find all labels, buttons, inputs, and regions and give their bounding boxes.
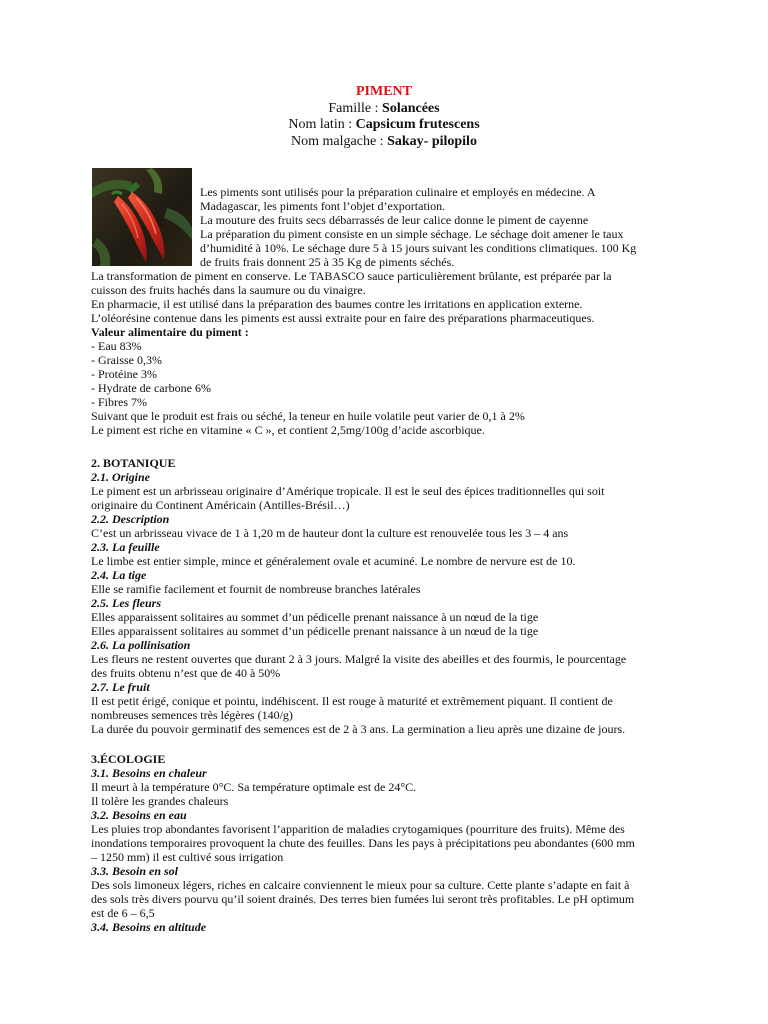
subsection-title: 3.4. Besoins en altitude — [91, 920, 207, 934]
subsection-title: 3.1. Besoins en chaleur — [91, 766, 207, 780]
main-body-text — [91, 269, 691, 437]
text-line: Elles apparaissent solitaires au sommet d’un pédicelle prenant naissance à un nœud de la tige — [91, 624, 539, 638]
valeur-item: - Eau 83% — [91, 339, 142, 353]
subsection-title: 3.3. Besoin en sol — [91, 864, 179, 878]
text-line: L’oléorésine contenue dans les piments est aussi extraite pour en faire des préparations pharmaceutiques. — [91, 311, 595, 325]
page-title: PIMENT — [356, 84, 412, 99]
valeur-heading: Valeur alimentaire du piment : — [91, 325, 249, 339]
subsection-title: 2.7. Le fruit — [91, 680, 150, 694]
text-line: Elles apparaissent solitaires au sommet d’un pédicelle prenant naissance à un nœud de la tige — [91, 610, 539, 624]
text-line: Le limbe est entier simple, mince et généralement ovale et acuminé. Le nombre de nervure est de 10. — [91, 554, 576, 568]
text-line: En pharmacie, il est utilisé dans la préparation des baumes contre les irritations en application externe. — [91, 297, 583, 311]
text-line: C’est un arbrisseau vivace de 1 à 1,20 m de hauteur dont la culture est renouvelée tous les 3 – 4 ans — [91, 526, 569, 540]
text-line: Les fleurs ne restent ouvertes que durant 2 à 3 jours. Malgré la visite des abeilles et des fourmis, le pourcentage — [91, 652, 627, 666]
subsection-title: 2.4. La tige — [91, 568, 147, 582]
latin-name-line: Nom latin : Capsicum frutescens — [288, 117, 480, 132]
botanique-section — [91, 456, 691, 736]
subsection-title: 2.1. Origine — [91, 470, 151, 484]
valeur-item: - Hydrate de carbone 6% — [91, 381, 211, 395]
text-line: d’humidité à 10%. Le séchage dure 5 à 15 jours suivant les conditions climatiques. 100 Kg — [200, 241, 637, 255]
text-line: de fruits frais donnent 25 à 35 Kg de piments séchés. — [200, 255, 455, 269]
text-line: cuisson des fruits hachés dans la saumure ou du vinaigre. — [91, 283, 366, 297]
subsection-title: 3.2. Besoins en eau — [91, 808, 187, 822]
text-line: Madagascar, les piments font l’objet d’exportation. — [200, 199, 446, 213]
text-line: originaire du Continent Américain (Antilles-Brésil…) — [91, 498, 350, 512]
section-heading: 3.ÉCOLOGIE — [91, 752, 166, 766]
famille-line: Famille : Solancées — [328, 100, 440, 116]
text-line: La durée du pouvoir germinatif des semences est de 2 à 3 ans. La germination a lieu après une dizaine de jours. — [91, 722, 626, 736]
document-header — [0, 84, 768, 150]
text-line: est de 6 – 6,5 — [91, 906, 155, 920]
text-line: Les pluies trop abondantes favorisent l’apparition de maladies crytogamiques (pourriture des fruits). Même des — [91, 822, 625, 836]
text-line: Il tolère les grandes chaleurs — [91, 794, 229, 808]
text-line: inondations temporaires provoquent la chute des feuilles. Dans les pays à précipitations peu abondantes (600 mm — [91, 836, 635, 850]
text-line: – 1250 mm) il est cultivé sous irrigation — [91, 850, 284, 864]
text-line: La préparation du piment consiste en un simple séchage. Le séchage doit amener le taux — [200, 227, 624, 241]
text-line: Des sols limoneux légers, riches en calcaire conviennent le mieux pour sa culture. Cette plante s’adapte en fait à — [91, 878, 630, 892]
text-line: des sols très divers pourvu qu’il soient drainés. Des terres bien fumées lui seront très profitables. Le pH optimum — [91, 892, 635, 906]
text-line: La transformation de piment en conserve. Le TABASCO sauce particulièrement brûlante, est préparée par la — [91, 269, 612, 283]
subsection-title: 2.6. La pollinisation — [91, 638, 191, 652]
text-line: Le piment est riche en vitamine « C », et contient 2,5mg/100g d’acide ascorbique. — [91, 423, 485, 437]
text-line: Suivant que le produit est frais ou séché, la teneur en huile volatile peut varier de 0,1 à 2% — [91, 409, 525, 423]
valeur-item: - Graisse 0,3% — [91, 353, 162, 367]
intro-paragraph — [200, 185, 680, 269]
valeur-item: - Fibres 7% — [91, 395, 147, 409]
text-line: Il meurt à la température 0°C. Sa température optimale est de 24°C. — [91, 780, 417, 794]
subsection-title: 2.2. Description — [91, 512, 170, 526]
section-heading: 2. BOTANIQUE — [91, 456, 176, 470]
chili-pepper-photo — [92, 168, 192, 266]
text-line: Elle se ramifie facilement et fournit de nombreuse branches latérales — [91, 582, 421, 596]
text-line: nombreuses semences très légères (140/g) — [91, 708, 293, 722]
subsection-title: 2.5. Les fleurs — [91, 596, 161, 610]
text-line: des fruits obtenu n’est que de 40 à 50% — [91, 666, 281, 680]
text-line: Les piments sont utilisés pour la préparation culinaire et employés en médecine. A — [200, 185, 596, 199]
ecologie-section — [91, 752, 691, 934]
text-line: Le piment est un arbrisseau originaire d’Amérique tropicale. Il est le seul des épices traditionnelles qui soit — [91, 484, 605, 498]
text-line: Il est petit érigé, conique et pointu, indéhiscent. Il est rouge à maturité et extrêmement piquant. Il contient de — [91, 694, 613, 708]
valeur-item: - Protéine 3% — [91, 367, 157, 381]
text-line: La mouture des fruits secs débarrassés de leur calice donne le piment de cayenne — [200, 213, 589, 227]
malagasy-name-line: Nom malgache : Sakay- pilopilo — [291, 133, 477, 149]
subsection-title: 2.3. La feuille — [91, 540, 160, 554]
